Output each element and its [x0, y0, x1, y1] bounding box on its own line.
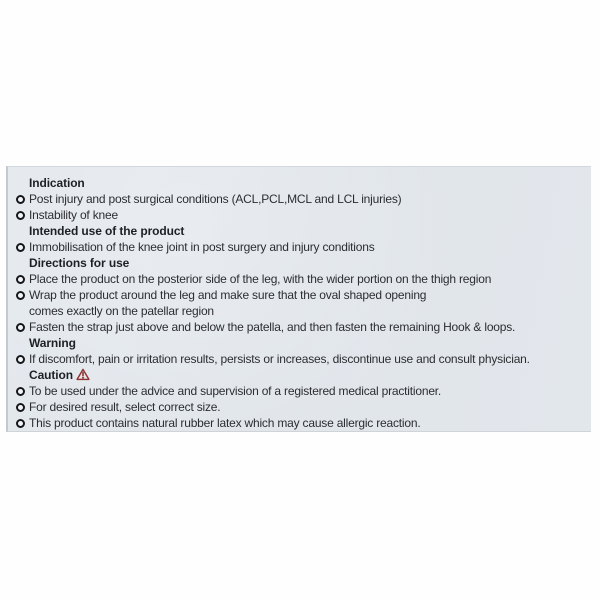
line-text: This product contains natural rubber latex which may cause allergic reaction. — [29, 416, 421, 430]
continuation-line — [16, 303, 585, 319]
bullet-line — [16, 383, 585, 399]
bullet-icon — [16, 323, 25, 332]
bullet-line — [16, 287, 585, 303]
warning-triangle-icon — [76, 368, 90, 381]
bullet-line — [16, 207, 585, 223]
bullet-icon — [16, 387, 25, 396]
bullet-line — [16, 351, 585, 367]
line-text: Fasten the strap just above and below the patella, and then fasten the remaining Hook & loops. — [29, 320, 516, 334]
line-text: If discomfort, pain or irritation results, persists or increases, discontinue use and consult physician. — [29, 352, 530, 366]
bullet-icon — [16, 291, 25, 300]
bullet-line — [16, 271, 585, 287]
bullet-icon — [16, 195, 25, 204]
line-text: Immobilisation of the knee joint in post surgery and injury conditions — [29, 240, 375, 254]
line-text: Post injury and post surgical conditions (ACL,PCL,MCL and LCL injuries) — [29, 192, 402, 206]
section-heading-directions — [16, 255, 585, 271]
heading-label: Warning — [29, 336, 76, 350]
line-text: Wrap the product around the leg and make sure that the oval shaped opening — [29, 288, 427, 302]
line-text: Place the product on the posterior side of the leg, with the wider portion on the thigh region — [29, 272, 492, 286]
bullet-icon — [16, 419, 25, 428]
bullet-icon — [16, 243, 25, 252]
bullet-icon — [16, 403, 25, 412]
heading-label: Intended use of the product — [29, 224, 185, 238]
bullet-icon — [16, 275, 25, 284]
line-text: For desired result, select correct size. — [29, 400, 221, 414]
bullet-line — [16, 399, 585, 415]
instructions-panel — [6, 166, 591, 432]
heading-label: Directions for use — [29, 256, 130, 270]
bullet-line — [16, 415, 585, 431]
bullet-line — [16, 191, 585, 207]
section-heading-intended-use — [16, 223, 585, 239]
section-heading-warning — [16, 335, 585, 351]
line-text: Instability of knee — [29, 208, 118, 222]
heading-label: Indication — [29, 176, 85, 190]
bullet-icon — [16, 355, 25, 364]
heading-label: Caution — [29, 368, 73, 382]
line-text: To be used under the advice and supervision of a registered medical practitioner. — [29, 384, 442, 398]
section-heading-caution — [16, 367, 585, 383]
bullet-line — [16, 239, 585, 255]
section-heading-indication — [16, 175, 585, 191]
bullet-line — [16, 319, 585, 335]
bullet-icon — [16, 211, 25, 220]
line-text: comes exactly on the patellar region — [29, 304, 214, 318]
